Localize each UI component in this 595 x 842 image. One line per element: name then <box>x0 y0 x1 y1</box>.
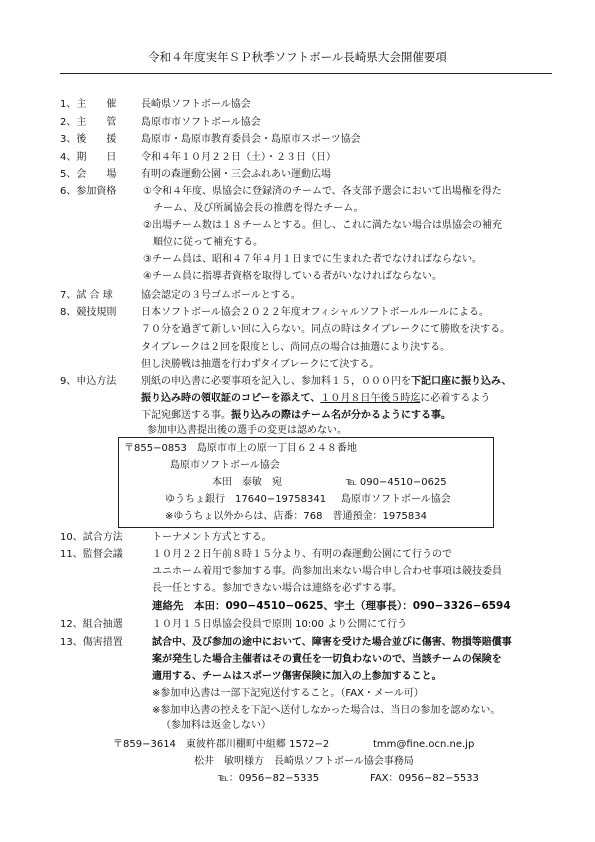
item-label-support: 3、後 援 <box>60 134 117 145</box>
box-bank-holder: 島原市ソフトボール協会 <box>341 494 451 505</box>
application-line-2-bold: 振り込み時の領収証のコピーを添えて、 <box>141 393 321 404</box>
footer-address: 〒859−3614 東彼杵郡川棚町中組郷 1572−2 <box>113 739 330 750</box>
item-value-date: 令和４年１０月２２日（土）・２３日（日） <box>141 152 336 163</box>
meeting-line-1: １０月２２日午前８時１５分より、有明の森運動公園にて行うので <box>152 549 452 560</box>
title-divider <box>60 73 552 74</box>
footer-email[interactable]: tmm@fine.ocn.ne.jp <box>373 739 475 750</box>
item-value-draw: １０月１５日県協会役員で原則 10:00 より公開にて行う <box>152 619 408 630</box>
document-title: 令和４年度実年ＳＰ秋季ソフトボール長崎県大会開催要項 <box>148 50 447 64</box>
application-line-2 <box>141 393 490 405</box>
item-label-organizer: 1、主 催 <box>60 99 117 110</box>
box-bank-account: ゆうちょ銀行 17640−19758341 <box>165 494 327 505</box>
item-label-format: 10、試合方法 <box>60 532 123 543</box>
application-line-1-text: 別紙の申込書に必要事項を記入し、参加料１５，０００円を <box>141 376 411 387</box>
item-label-date: 4、期 日 <box>60 152 117 163</box>
item-label-meeting: 11、監督会議 <box>60 549 123 560</box>
footer-fax: FAX：0956−82−5533 <box>370 773 479 784</box>
item-label-application: 9、申込方法 <box>60 376 117 387</box>
injury-line-2: 案が発生した場合主催者はその責任を一切負わないので、当該チームの保険を <box>152 654 502 665</box>
qualification-line-1: ①令和４年度、県協会に登録済のチームで、各支部予選会において出場権を得た <box>143 186 502 197</box>
application-line-1-bold: 下記口座に振り込み、 <box>411 376 512 387</box>
footer-phone: ℡：0956−82−5335 <box>218 773 320 784</box>
item-value-ball: 協会認定の３号ゴムボールとする。 <box>141 290 301 301</box>
meeting-contact: 連絡先 本田：090−4510−0625、宇土（理事長）：090−3326−6594 <box>152 600 511 612</box>
footer-office: 松井 敏明様方 長崎県ソフトボール協会事務局 <box>194 756 414 767</box>
application-line-3-text: 下記宛郵送する事。 <box>141 410 231 421</box>
qualification-line-2: チーム、及び所属協会長の推薦を得たチーム。 <box>153 203 364 214</box>
injury-note-2: ※参加申込書の控えを下記へ送付しなかった場合は、当日の参加を認めない。 <box>152 705 501 716</box>
injury-note-3: （参加料は返金しない） <box>161 720 271 731</box>
box-other-bank: ※ゆうちょ以外からは、店番：768 普通預金：1975834 <box>165 511 428 522</box>
box-phone: ℡ 090−4510−0625 <box>346 477 447 488</box>
rules-line-3: タイブレークは２回を限度とし、尚同点の場合は抽選により決する。 <box>141 342 451 353</box>
qualification-line-4: 順位に従って補充する。 <box>153 237 263 248</box>
item-value-manager: 島原市市ソフトボール協会 <box>141 117 261 128</box>
item-value-organizer: 長崎県ソフトボール協会 <box>141 99 251 110</box>
box-recipient: 本田 泰敏 宛 <box>212 477 282 488</box>
application-line-3-bold: 振り込みの際はチーム名が分かるようにする事。 <box>231 410 451 421</box>
item-label-injury: 13、傷害措置 <box>60 637 123 648</box>
qualification-line-3: ②出場チーム数は１８チームとする。但し、これに満たない場合は県協会の補充 <box>143 220 502 231</box>
item-label-rules: 8、競技規則 <box>60 307 117 318</box>
injury-line-3: 適用する、チームはスポーツ傷害保険に加入の上参加すること。 <box>152 671 442 682</box>
box-organization: 島原市ソフトボール協会 <box>170 460 280 471</box>
item-label-venue: 5、会 場 <box>60 169 117 180</box>
application-line-4: 参加申込書提出後の選手の変更は認めない。 <box>147 425 347 436</box>
application-line-3 <box>141 410 451 422</box>
injury-line-1: 試合中、及び参加の途中において、障害を受けた場合並びに傷害、物損等賠償事 <box>152 637 512 648</box>
item-label-manager: 2、主 管 <box>60 117 117 128</box>
application-line-2-tail: に必着するよう <box>420 393 491 404</box>
application-deadline: １０月８日午後５時迄 <box>320 393 421 404</box>
qualification-line-6: ④チーム員に指導者資格を取得している者がいなければならない。 <box>143 271 442 282</box>
meeting-line-3: 長一任とする。参加できない場合は連絡を必ずする事。 <box>152 583 402 594</box>
meeting-line-2: ユニホーム着用で参加する事。尚参加出来ない場合申し合わせ事項は競技委員 <box>152 566 502 577</box>
item-label-draw: 12、組合抽選 <box>60 619 123 630</box>
rules-line-1: 日本ソフトボール協会２０２２年度オフィシャルソフトボールルールによる。 <box>141 307 489 318</box>
box-address: 〒855−0853 島原市市上の原一丁目６２４８番地 <box>124 443 357 454</box>
item-label-ball: 7、試 合 球 <box>60 290 113 301</box>
qualification-line-5: ③チーム員は、昭和４７年４月１日までに生まれた者でなければならない。 <box>143 254 482 265</box>
rules-line-4: 但し決勝戦は抽選を行わずタイブレークにて決する。 <box>141 359 380 370</box>
item-label-qualification: 6、参加資格 <box>60 186 117 197</box>
item-value-venue: 有明の森運動公園・三会ふれあい運動広場 <box>141 169 331 180</box>
application-line-1 <box>141 376 512 388</box>
item-value-format: トーナメント方式とする。 <box>152 532 272 543</box>
rules-line-2: ７０分を過ぎて新しい回に入らない。同点の時はタイブレークにて勝敗を決する。 <box>141 324 511 335</box>
item-value-support: 島原市・島原市教育委員会・島原市スポーツ協会 <box>141 134 361 145</box>
injury-note-1: ※参加申込書は一部下記宛送付すること。（FAX・メール可） <box>152 688 424 699</box>
